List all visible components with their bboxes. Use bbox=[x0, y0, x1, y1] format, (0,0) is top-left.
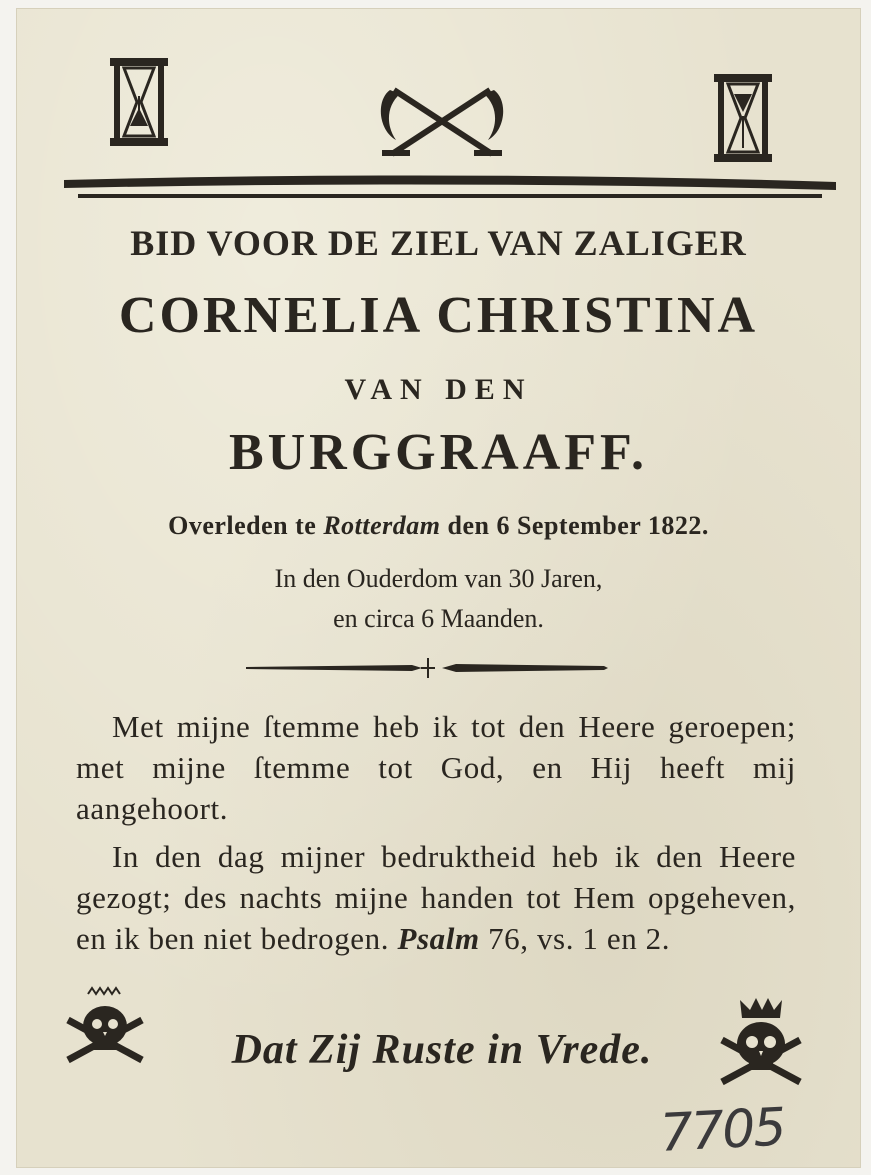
crossed-scythes-icon bbox=[372, 70, 512, 166]
hourglass-icon bbox=[108, 56, 170, 148]
deceased-surname: BURGGRAAFF. bbox=[228, 424, 649, 481]
death-place: Rotterdam bbox=[323, 511, 441, 540]
deceased-first-names: CORNELIA CHRISTINA bbox=[118, 287, 759, 344]
age-line: In den Ouderdom van 30 Jaren, bbox=[274, 564, 603, 593]
psalm-citation: Psalm bbox=[397, 921, 480, 956]
catalog-number: 7705 bbox=[658, 1097, 786, 1164]
death-notice bbox=[16, 511, 861, 541]
deceased-name-particle: VAN DEN bbox=[344, 373, 533, 406]
prayer-heading: BID VOOR DE ZIEL VAN ZALIGER bbox=[130, 223, 747, 263]
crowned-skull-icon bbox=[716, 996, 806, 1088]
verse-paragraph bbox=[76, 706, 796, 829]
skull-crossbones-icon bbox=[62, 986, 148, 1068]
requiescat-line: Dat Zij Ruste in Vrede. bbox=[231, 1027, 653, 1073]
age-line: en circa 6 Maanden. bbox=[333, 604, 544, 633]
hourglass-icon bbox=[712, 72, 774, 164]
verse-paragraph bbox=[76, 836, 796, 959]
psalm-reference: 76, vs. 1 en 2. bbox=[488, 921, 671, 956]
verse-text: Met mijne ſtemme heb ik tot den Heere geroepen; met mijne ſtemme tot God, en Hij heeft mij aangehoort. bbox=[76, 709, 796, 826]
death-prefix: Overleden te bbox=[168, 511, 317, 540]
ornamental-divider bbox=[242, 656, 612, 680]
death-date: den 6 September 1822. bbox=[447, 511, 709, 540]
verse-text: In den dag mijner bedruktheid heb ik den Heere gezogt; des nachts mijne handen tot Hem opgeheven, en ik ben niet bedrogen. bbox=[76, 839, 796, 956]
memorial-card bbox=[16, 8, 861, 1168]
header-rule bbox=[62, 170, 838, 204]
